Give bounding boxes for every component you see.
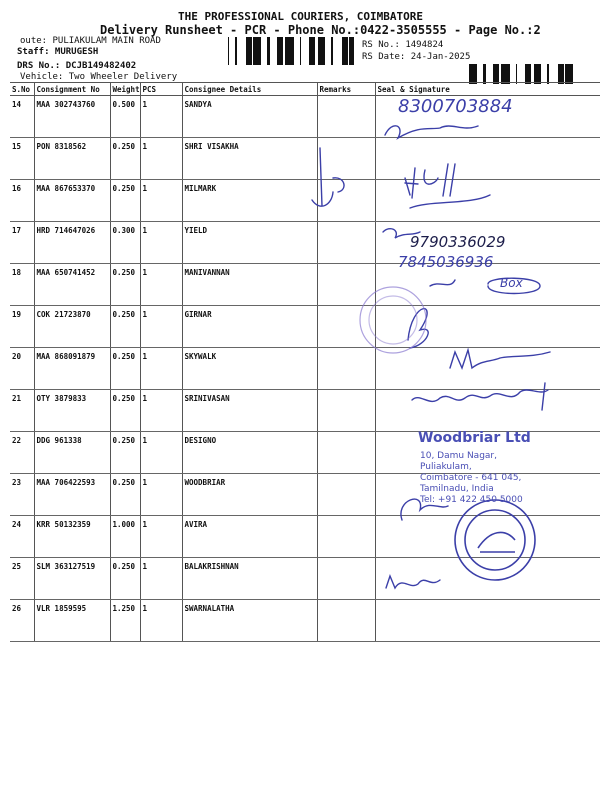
cell-weight: 0.250 — [110, 558, 140, 600]
cell-weight: 0.250 — [110, 306, 140, 348]
cell-weight: 0.250 — [110, 432, 140, 474]
cell-sno: 16 — [10, 180, 34, 222]
cell-weight: 1.000 — [110, 516, 140, 558]
runsheet-title: Delivery Runsheet - PCR - Phone No.:0422-3505555 - Page No.:2 — [100, 23, 541, 37]
cell-sno: 23 — [10, 474, 34, 516]
rs-date: RS Date: 24-Jan-2025 — [362, 52, 471, 62]
signature-row-22 — [412, 383, 548, 410]
cell-consignment: COK 21723870 — [34, 306, 110, 348]
round-stamp-row-19 — [360, 287, 426, 353]
col-pcs: PCS — [140, 83, 182, 96]
cell-pcs: 1 — [140, 348, 182, 390]
signature-row-20b — [450, 350, 550, 368]
cell-pcs: 1 — [140, 264, 182, 306]
cell-consignee: SRINIVASAN — [182, 390, 317, 432]
col-sno: S.No — [10, 83, 34, 96]
cell-consignment: HRD 714647026 — [34, 222, 110, 264]
stamp-company: Woodbriar Ltd — [418, 430, 531, 446]
handwritten-phone-2: 9790336029 — [410, 233, 506, 251]
cell-weight: 0.300 — [110, 222, 140, 264]
cell-consignee: SWARNALATHA — [182, 600, 317, 642]
staff-line: Staff: MURUGESH — [17, 47, 99, 57]
cell-consignee: AVIRA — [182, 516, 317, 558]
signature-row-14 — [385, 126, 478, 138]
cell-pcs: 1 — [140, 474, 182, 516]
round-stamp-row-25 — [455, 500, 535, 580]
cell-consignment: MAA 868091879 — [34, 348, 110, 390]
cell-pcs: 1 — [140, 306, 182, 348]
col-consignee: Consignee Details — [182, 83, 317, 96]
cell-consignment: SLM 363127519 — [34, 558, 110, 600]
cell-weight: 0.250 — [110, 180, 140, 222]
cell-consignee: SHRI VISAKHA — [182, 138, 317, 180]
cell-pcs: 1 — [140, 222, 182, 264]
cell-consignment: VLR 1859595 — [34, 600, 110, 642]
cell-consignee: SKYWALK — [182, 348, 317, 390]
stamp-line-4: Tamilnadu, India — [420, 484, 494, 494]
remark-mark-row-15 — [312, 148, 344, 206]
col-consignment: Consignment No — [34, 83, 110, 96]
cell-consignment: KRR 50132359 — [34, 516, 110, 558]
stamp-line-1: 10, Damu Nagar, — [420, 451, 497, 461]
cell-consignee: DESIGNO — [182, 432, 317, 474]
stamp-line-3: Coimbatore - 641 045, — [420, 473, 522, 483]
cell-sno: 20 — [10, 348, 34, 390]
cell-consignee: SANDYA — [182, 96, 317, 138]
route-line: oute: PULIAKULAM MAIN ROAD — [20, 36, 161, 46]
cell-sno: 22 — [10, 432, 34, 474]
cell-consignee: MANIVANNAN — [182, 264, 317, 306]
vehicle-line: Vehicle: Two Wheeler Delivery — [20, 72, 178, 82]
cell-weight: 0.250 — [110, 264, 140, 306]
cell-pcs: 1 — [140, 600, 182, 642]
handwritten-phone-3: 7845036936 — [398, 253, 494, 271]
cell-sno: 15 — [10, 138, 34, 180]
signature-row-16 — [405, 164, 490, 208]
cell-consignment: MAA 302743760 — [34, 96, 110, 138]
cell-consignee: BALAKRISHNAN — [182, 558, 317, 600]
cell-sno: 17 — [10, 222, 34, 264]
col-seal-signature: Seal & Signature — [375, 83, 600, 96]
company-title: THE PROFESSIONAL COURIERS, COIMBATORE — [178, 10, 424, 23]
cell-pcs: 1 — [140, 96, 182, 138]
cell-weight: 0.250 — [110, 348, 140, 390]
cell-sno: 19 — [10, 306, 34, 348]
cell-sno: 18 — [10, 264, 34, 306]
cell-weight: 0.250 — [110, 474, 140, 516]
cell-pcs: 1 — [140, 558, 182, 600]
cell-consignment: DDG 961338 — [34, 432, 110, 474]
cell-sno: 24 — [10, 516, 34, 558]
cell-pcs: 1 — [140, 138, 182, 180]
handwritten-box-note: Box — [500, 276, 523, 290]
cell-weight: 1.250 — [110, 600, 140, 642]
drs-number: DRS No.: DCJB149482402 — [17, 61, 137, 71]
cell-pcs: 1 — [140, 390, 182, 432]
rs-number: RS No.: 1494824 — [362, 40, 444, 50]
cell-pcs: 1 — [140, 516, 182, 558]
cell-sno: 14 — [10, 96, 34, 138]
cell-consignment: MAA 867653370 — [34, 180, 110, 222]
cell-consignee: WOODBRIAR — [182, 474, 317, 516]
stamp-line-2: Puliakulam, — [420, 462, 472, 472]
cell-consignment: PON 8318562 — [34, 138, 110, 180]
cell-consignee: YIELD — [182, 222, 317, 264]
cell-weight: 0.250 — [110, 390, 140, 432]
cell-consignment: MAA 650741452 — [34, 264, 110, 306]
cell-weight: 0.500 — [110, 96, 140, 138]
cell-weight: 0.250 — [110, 138, 140, 180]
cell-consignment: MAA 706422593 — [34, 474, 110, 516]
cell-sno: 25 — [10, 558, 34, 600]
cell-sno: 21 — [10, 390, 34, 432]
cell-consignee: GIRNAR — [182, 306, 317, 348]
cell-consignment: OTY 3879833 — [34, 390, 110, 432]
handwritten-phone-1: 8300703884 — [398, 96, 513, 117]
stamp-line-5: Tel: +91 422 450 5000 — [420, 495, 523, 505]
signature-row-26 — [386, 576, 440, 588]
col-weight: Weight — [110, 83, 140, 96]
cell-sno: 26 — [10, 600, 34, 642]
signature-row-19 — [430, 280, 455, 286]
cell-pcs: 1 — [140, 432, 182, 474]
cell-pcs: 1 — [140, 180, 182, 222]
col-remarks: Remarks — [317, 83, 375, 96]
cell-consignee: MILMARK — [182, 180, 317, 222]
